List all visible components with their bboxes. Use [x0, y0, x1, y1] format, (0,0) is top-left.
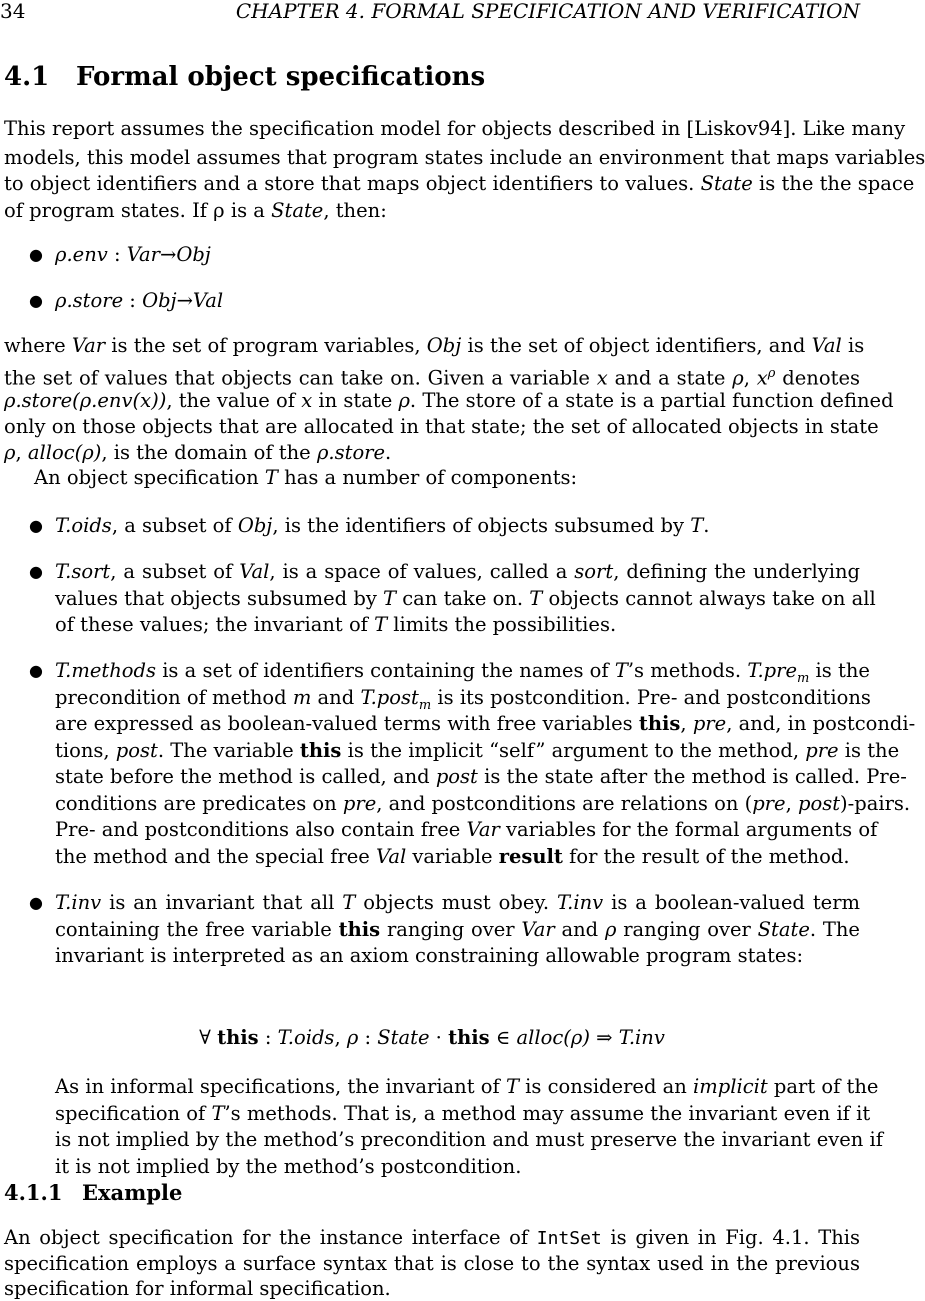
- sort-line-1: T.sort, a subset of Val, is a space of values, called a sort, defining the underlying: [55, 560, 860, 583]
- example-line-1: An object specification for the instance interface of IntSet is given in Fig. 4.1. This: [4, 1226, 860, 1249]
- followup-line-4: it is not implied by the method’s postcondition.: [55, 1155, 522, 1178]
- section-title: Formal object specifications: [76, 62, 486, 92]
- bullet-icon: ●: [29, 245, 43, 264]
- followup-line-1: As in informal specifications, the invariant of T is considered an implicit part of the: [55, 1075, 879, 1098]
- methods-line-4: tions, post. The variable this is the implicit “self” argument to the method, pre is the: [55, 739, 900, 762]
- invariant-formula: ∀ this : T.oids, ρ : State · this ∈ alloc(ρ) ⇒ T.inv: [199, 1026, 665, 1049]
- oids-line-1: T.oids, a subset of Obj, is the identifiers of objects subsumed by T.: [55, 514, 710, 537]
- inv-line-1: T.inv is an invariant that all T objects must obey. T.inv is a boolean-valued term: [55, 891, 861, 914]
- methods-line-2: precondition of method m and T.post$_m$ is its postcondition. Pre- and postconditions: [55, 686, 871, 713]
- chapter-title: CHAPTER 4. FORMAL SPECIFICATION AND VERIFICATION: [235, 0, 860, 23]
- bullet-icon: ●: [29, 516, 43, 535]
- inv-line-2: containing the free variable this ranging over Var and ρ ranging over State. The: [55, 918, 860, 941]
- inv-line-3: invariant is interpreted as an axiom constraining allowable program states:: [55, 944, 804, 967]
- intro-line-1: This report assumes the specification model for objects described in [Liskov94]. Like many: [4, 117, 906, 140]
- section-heading: [4, 62, 485, 92]
- methods-line-5: state before the method is called, and post is the state after the method is called. Pre-: [55, 765, 907, 788]
- methods-line-8: the method and the special free Val variable result for the result of the method.: [55, 845, 850, 868]
- methods-line-7: Pre- and postconditions also contain free Var variables for the formal arguments of: [55, 818, 878, 841]
- where-line-2: the set of values that objects can take on. Given a variable x and a state ρ, $x^\rho$ denotes: [4, 366, 860, 390]
- where-line-1: where Var is the set of program variables, Obj is the set of object identifiers, and Val is: [4, 334, 865, 357]
- where-line-5: ρ, alloc(ρ), is the domain of the ρ.store.: [4, 441, 392, 464]
- intro-line-4: of program states. If ρ is a State, then:: [4, 199, 387, 222]
- methods-line-3: are expressed as boolean-valued terms with free variables this, pre, and, in postcondi-: [55, 712, 916, 735]
- bullet-icon: ●: [29, 661, 43, 680]
- subsection-number: 4.1.1: [4, 1180, 63, 1205]
- followup-line-2: specification of T’s methods. That is, a method may assume the invariant even if it: [55, 1102, 871, 1125]
- state-item-env: ρ.env : Var→Obj: [55, 243, 211, 266]
- methods-line-1: T.methods is a set of identifiers containing the names of T’s methods. T.pre$_m$ is the: [55, 659, 870, 686]
- bullet-icon: ●: [29, 562, 43, 581]
- state-item-store: ρ.store : Obj→Val: [55, 289, 224, 312]
- example-line-3: specification for informal specification.: [4, 1277, 391, 1300]
- components-intro: An object specification T has a number of components:: [34, 466, 578, 489]
- sort-line-3: of these values; the invariant of T limits the possibilities.: [55, 613, 617, 636]
- intro-line-3: to object identifiers and a store that maps object identifiers to values. State is the the space: [4, 172, 915, 195]
- subsection-heading: [4, 1180, 182, 1206]
- subsection-title: Example: [82, 1180, 183, 1205]
- intro-line-2: models, this model assumes that program states include an environment that maps variables: [4, 146, 925, 169]
- where-line-4: only on those objects that are allocated in that state; the set of allocated objects in state: [4, 415, 879, 438]
- sort-line-2: values that objects subsumed by T can take on. T objects cannot always take on all: [55, 587, 876, 610]
- section-number: 4.1: [4, 62, 50, 92]
- followup-line-3: is not implied by the method’s precondition and must preserve the invariant even if: [55, 1128, 883, 1151]
- page-number: 34: [0, 0, 26, 23]
- running-header: [0, 0, 860, 24]
- example-line-2: specification employs a surface syntax that is close to the syntax used in the previous: [4, 1252, 860, 1275]
- where-line-3: ρ.store(ρ.env(x)), the value of x in state ρ. The store of a state is a partial function defined: [4, 389, 894, 412]
- bullet-icon: ●: [29, 893, 43, 912]
- methods-line-6: conditions are predicates on pre, and postconditions are relations on (pre, post)-pairs.: [55, 792, 911, 815]
- bullet-icon: ●: [29, 291, 43, 310]
